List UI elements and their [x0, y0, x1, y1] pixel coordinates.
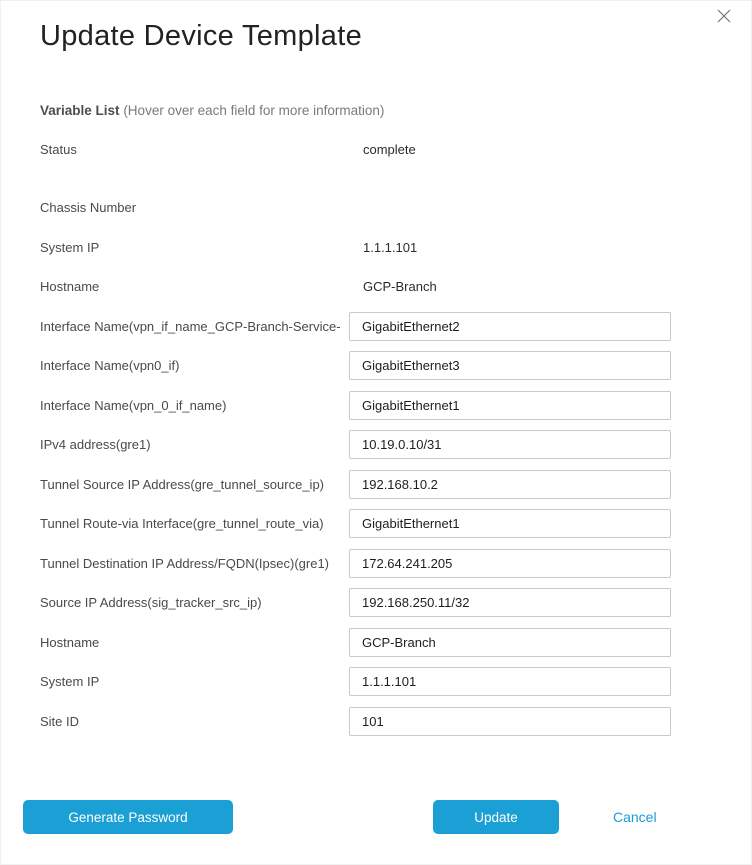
- close-icon[interactable]: [715, 7, 733, 25]
- variable-row: [40, 188, 731, 228]
- variable-rows: [40, 130, 731, 741]
- field-input[interactable]: [349, 391, 671, 420]
- variable-row: [40, 662, 731, 702]
- variable-list-label: Variable List: [40, 103, 120, 118]
- field-input[interactable]: [349, 430, 671, 459]
- field-input[interactable]: [349, 312, 671, 341]
- variable-row: [40, 386, 731, 426]
- variable-row: [40, 267, 731, 307]
- page-title: Update Device Template: [40, 20, 363, 52]
- update-button[interactable]: Update: [433, 800, 559, 834]
- field-input[interactable]: [349, 628, 671, 657]
- field-label: Interface Name(vpn_0_if_name): [40, 397, 227, 413]
- field-label: Source IP Address(sig_tracker_src_ip): [40, 595, 262, 611]
- variable-row: [40, 623, 731, 663]
- variable-row: [40, 504, 731, 544]
- field-value: complete: [363, 142, 416, 158]
- variable-row: [40, 425, 731, 465]
- variable-row: [40, 130, 731, 170]
- field-label: Tunnel Destination IP Address/FQDN(Ipsec)(gre1): [40, 555, 330, 571]
- field-label: Site ID: [40, 713, 80, 729]
- field-label: Interface Name(vpn0_if): [40, 358, 180, 374]
- field-input[interactable]: [349, 351, 671, 380]
- field-label: Interface Name(vpn_if_name_GCP-Branch-Service-: [40, 318, 341, 334]
- field-label: System IP: [40, 674, 100, 690]
- variable-row: [40, 307, 731, 347]
- field-value: GCP-Branch: [363, 279, 437, 295]
- field-label: Hostname: [40, 279, 100, 295]
- field-input[interactable]: [349, 549, 671, 578]
- field-input[interactable]: [349, 707, 671, 736]
- field-label: Chassis Number: [40, 200, 137, 216]
- field-label: Tunnel Route-via Interface(gre_tunnel_route_via): [40, 516, 324, 532]
- variable-list-hint: (Hover over each field for more information): [123, 103, 385, 118]
- field-input[interactable]: [349, 667, 671, 696]
- field-label: IPv4 address(gre1): [40, 437, 151, 453]
- close-icon-glyph: [717, 9, 731, 23]
- cancel-link[interactable]: Cancel: [613, 809, 657, 825]
- variable-row: [40, 228, 731, 268]
- dialog-footer: [1, 800, 751, 835]
- variable-row: [40, 702, 731, 742]
- field-value: 1.1.1.101: [363, 239, 418, 255]
- field-input[interactable]: [349, 509, 671, 538]
- variable-row: [40, 346, 731, 386]
- variable-row: [40, 465, 731, 505]
- variable-row: [40, 544, 731, 584]
- field-label: Tunnel Source IP Address(gre_tunnel_source_ip): [40, 476, 325, 492]
- field-label: System IP: [40, 239, 100, 255]
- field-label: Status: [40, 142, 77, 158]
- field-input[interactable]: [349, 588, 671, 617]
- variable-row: [40, 583, 731, 623]
- variable-list-heading: [40, 103, 384, 118]
- field-label: Hostname: [40, 634, 100, 650]
- generate-password-button[interactable]: Generate Password: [23, 800, 233, 834]
- field-input[interactable]: [349, 470, 671, 499]
